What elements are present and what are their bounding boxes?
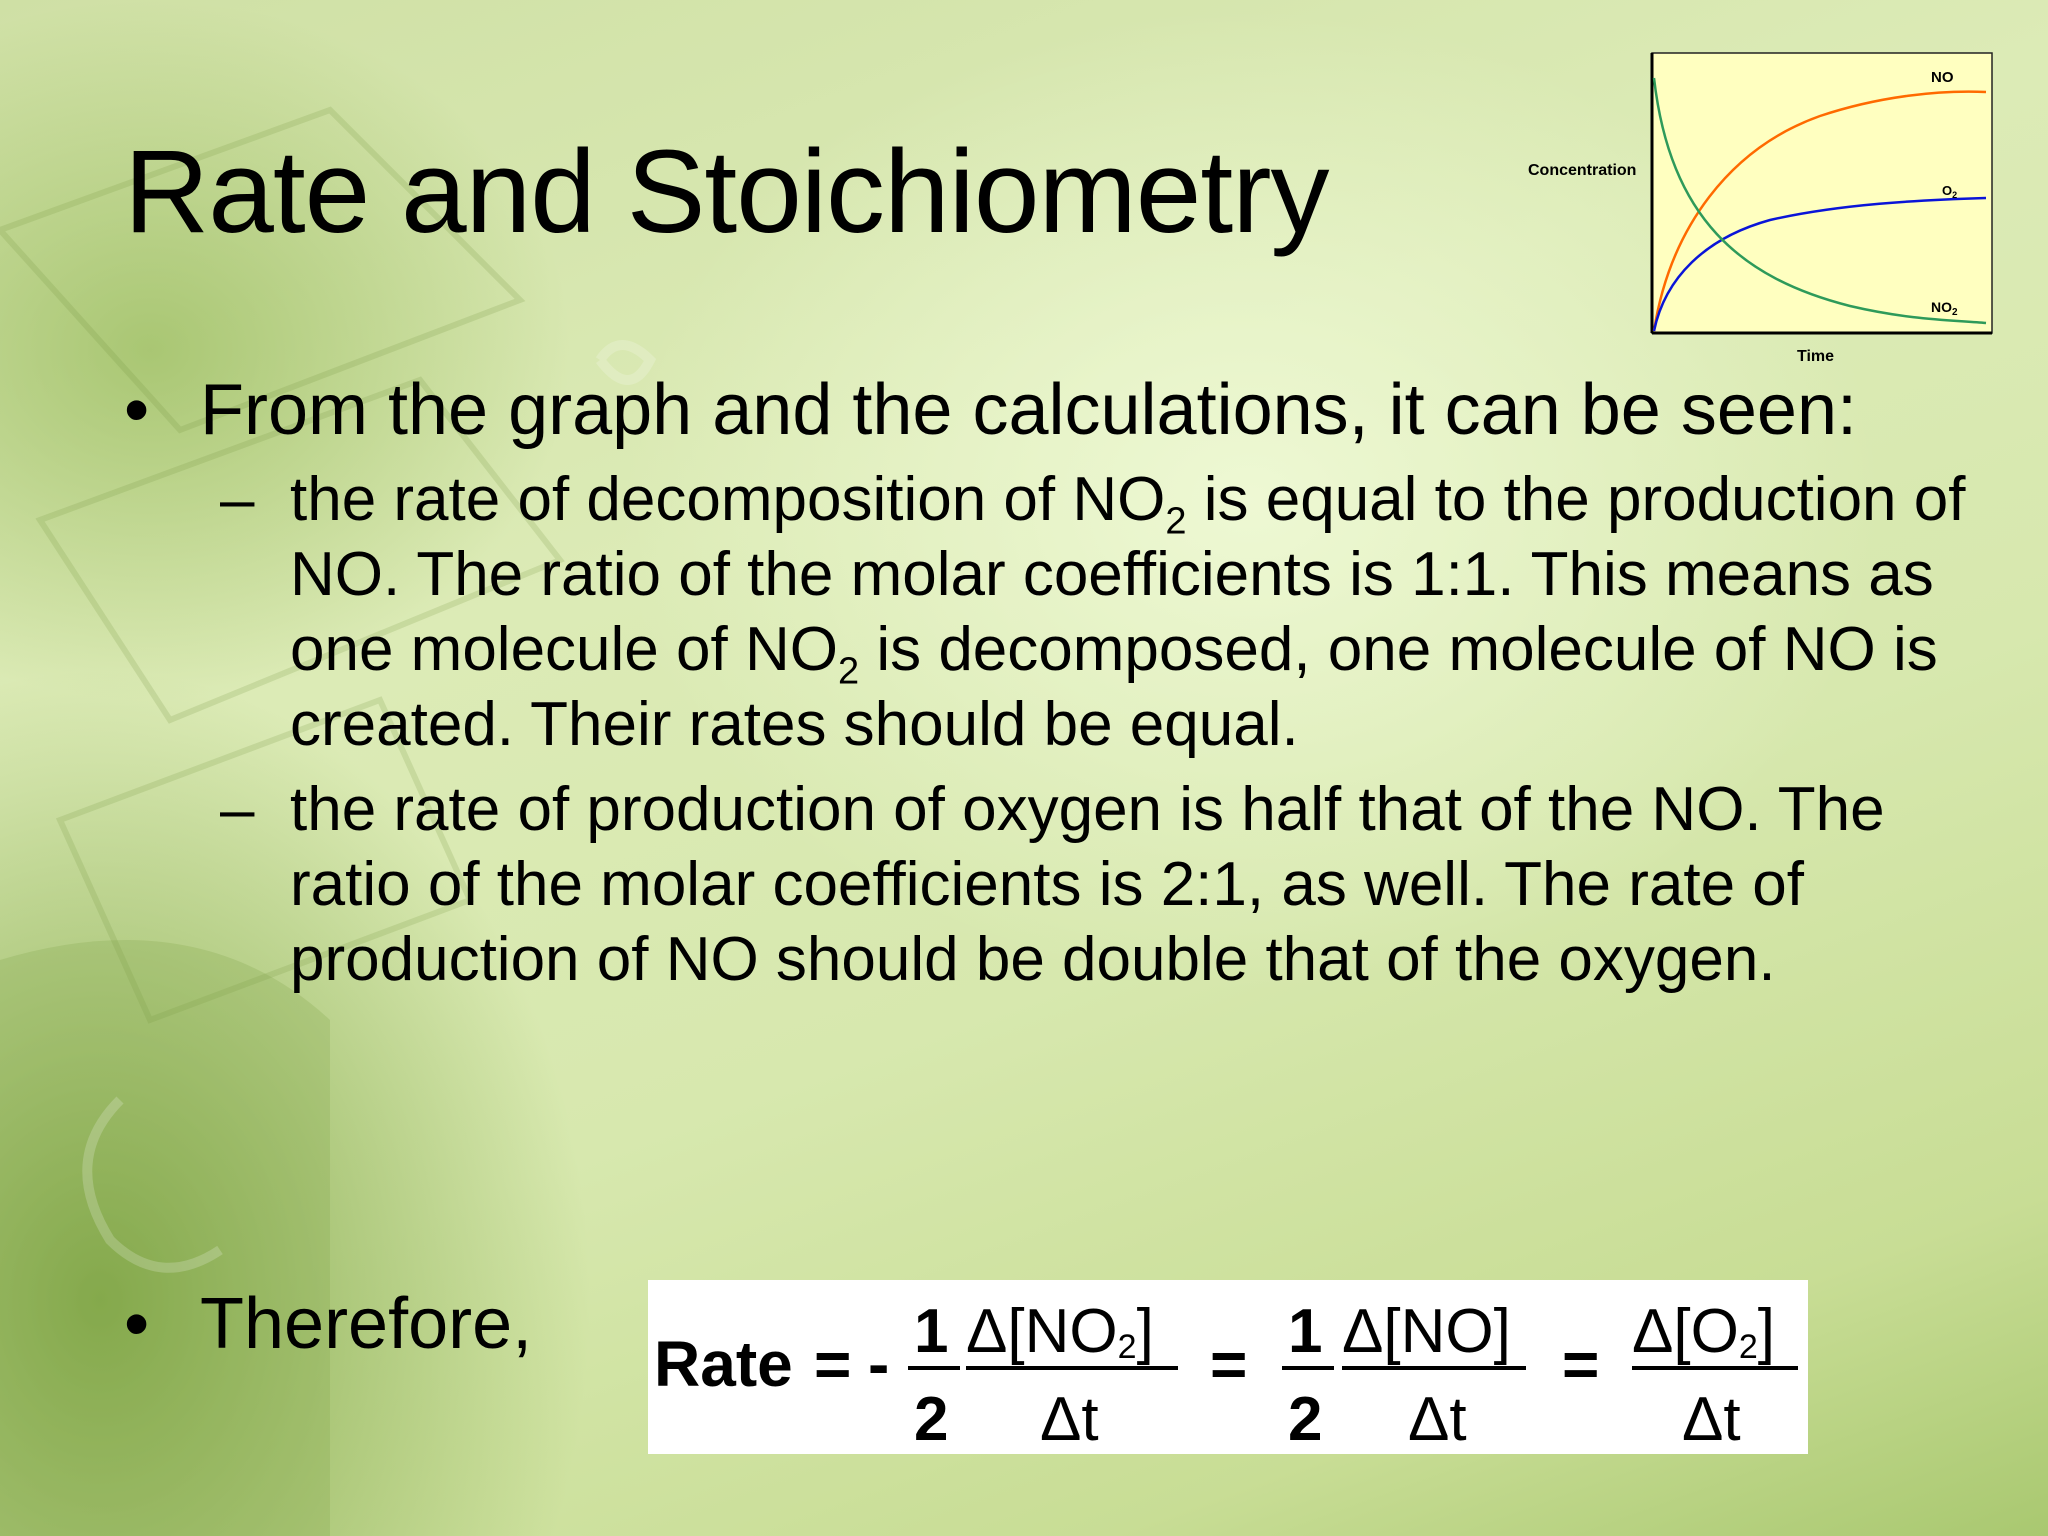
equals-sign: = bbox=[1210, 1328, 1248, 1400]
delta-t: Δt bbox=[1040, 1385, 1099, 1454]
minus-sign: - bbox=[868, 1328, 890, 1400]
slide-title: Rate and Stoichiometry bbox=[124, 126, 1329, 258]
bullet-item-therefore bbox=[124, 1282, 532, 1366]
sub-bullet-text: the rate of decomposition of $NO_2$ is equal to the production of NO. The ratio of the molar coefficients is 1:1. This means as one molecule of $NO_2$ is decomposed, one molecule of NO is created. Their rates should be equal. bbox=[290, 465, 1966, 759]
delta-t: Δt bbox=[1408, 1385, 1467, 1454]
sub-bullet-item bbox=[124, 772, 2004, 997]
sub-bullet-item bbox=[124, 462, 2004, 762]
series-label-o2: $O_2$ bbox=[1942, 183, 1958, 200]
y-axis-label: Concentration bbox=[1528, 162, 1637, 179]
bullet-text: From the graph and the calculations, it can be seen: bbox=[200, 370, 1857, 450]
sub-bullet-text: the rate of production of oxygen is half that of the NO. The ratio of the molar coefficients is 2:1, as well. The rate of production of NO should be double that of the oxygen. bbox=[290, 775, 1885, 994]
numerator-1: 1 bbox=[1288, 1297, 1323, 1366]
series-label-no: NO bbox=[1931, 69, 1954, 86]
denominator-2: 2 bbox=[1288, 1385, 1323, 1454]
bullet-icon: • bbox=[124, 370, 150, 450]
delta-t: Δt bbox=[1682, 1385, 1741, 1454]
bullet-icon: • bbox=[124, 1284, 150, 1364]
rate-label: Rate bbox=[654, 1328, 793, 1400]
rate-equation bbox=[648, 1280, 1808, 1454]
bullet-item bbox=[124, 368, 2004, 452]
concentration-time-graph bbox=[1520, 48, 2000, 370]
o2-change: Δ[O2] bbox=[1632, 1297, 1776, 1366]
slide-body bbox=[124, 368, 2004, 997]
denominator-2: 2 bbox=[914, 1385, 949, 1454]
series-label-no2: $NO_2$ bbox=[1931, 299, 1958, 318]
numerator-1: 1 bbox=[914, 1297, 949, 1366]
equals-sign: = bbox=[814, 1328, 852, 1400]
dash-icon: – bbox=[220, 465, 255, 534]
equals-sign: = bbox=[1562, 1328, 1600, 1400]
x-axis-label: Time bbox=[1797, 348, 1835, 365]
graph-plot-area bbox=[1652, 53, 1992, 333]
no2-change: Δ[NO2] bbox=[966, 1297, 1154, 1366]
no-change: Δ[NO] bbox=[1342, 1297, 1511, 1366]
dash-icon: – bbox=[220, 775, 255, 844]
bullet-text: Therefore, bbox=[200, 1284, 533, 1364]
